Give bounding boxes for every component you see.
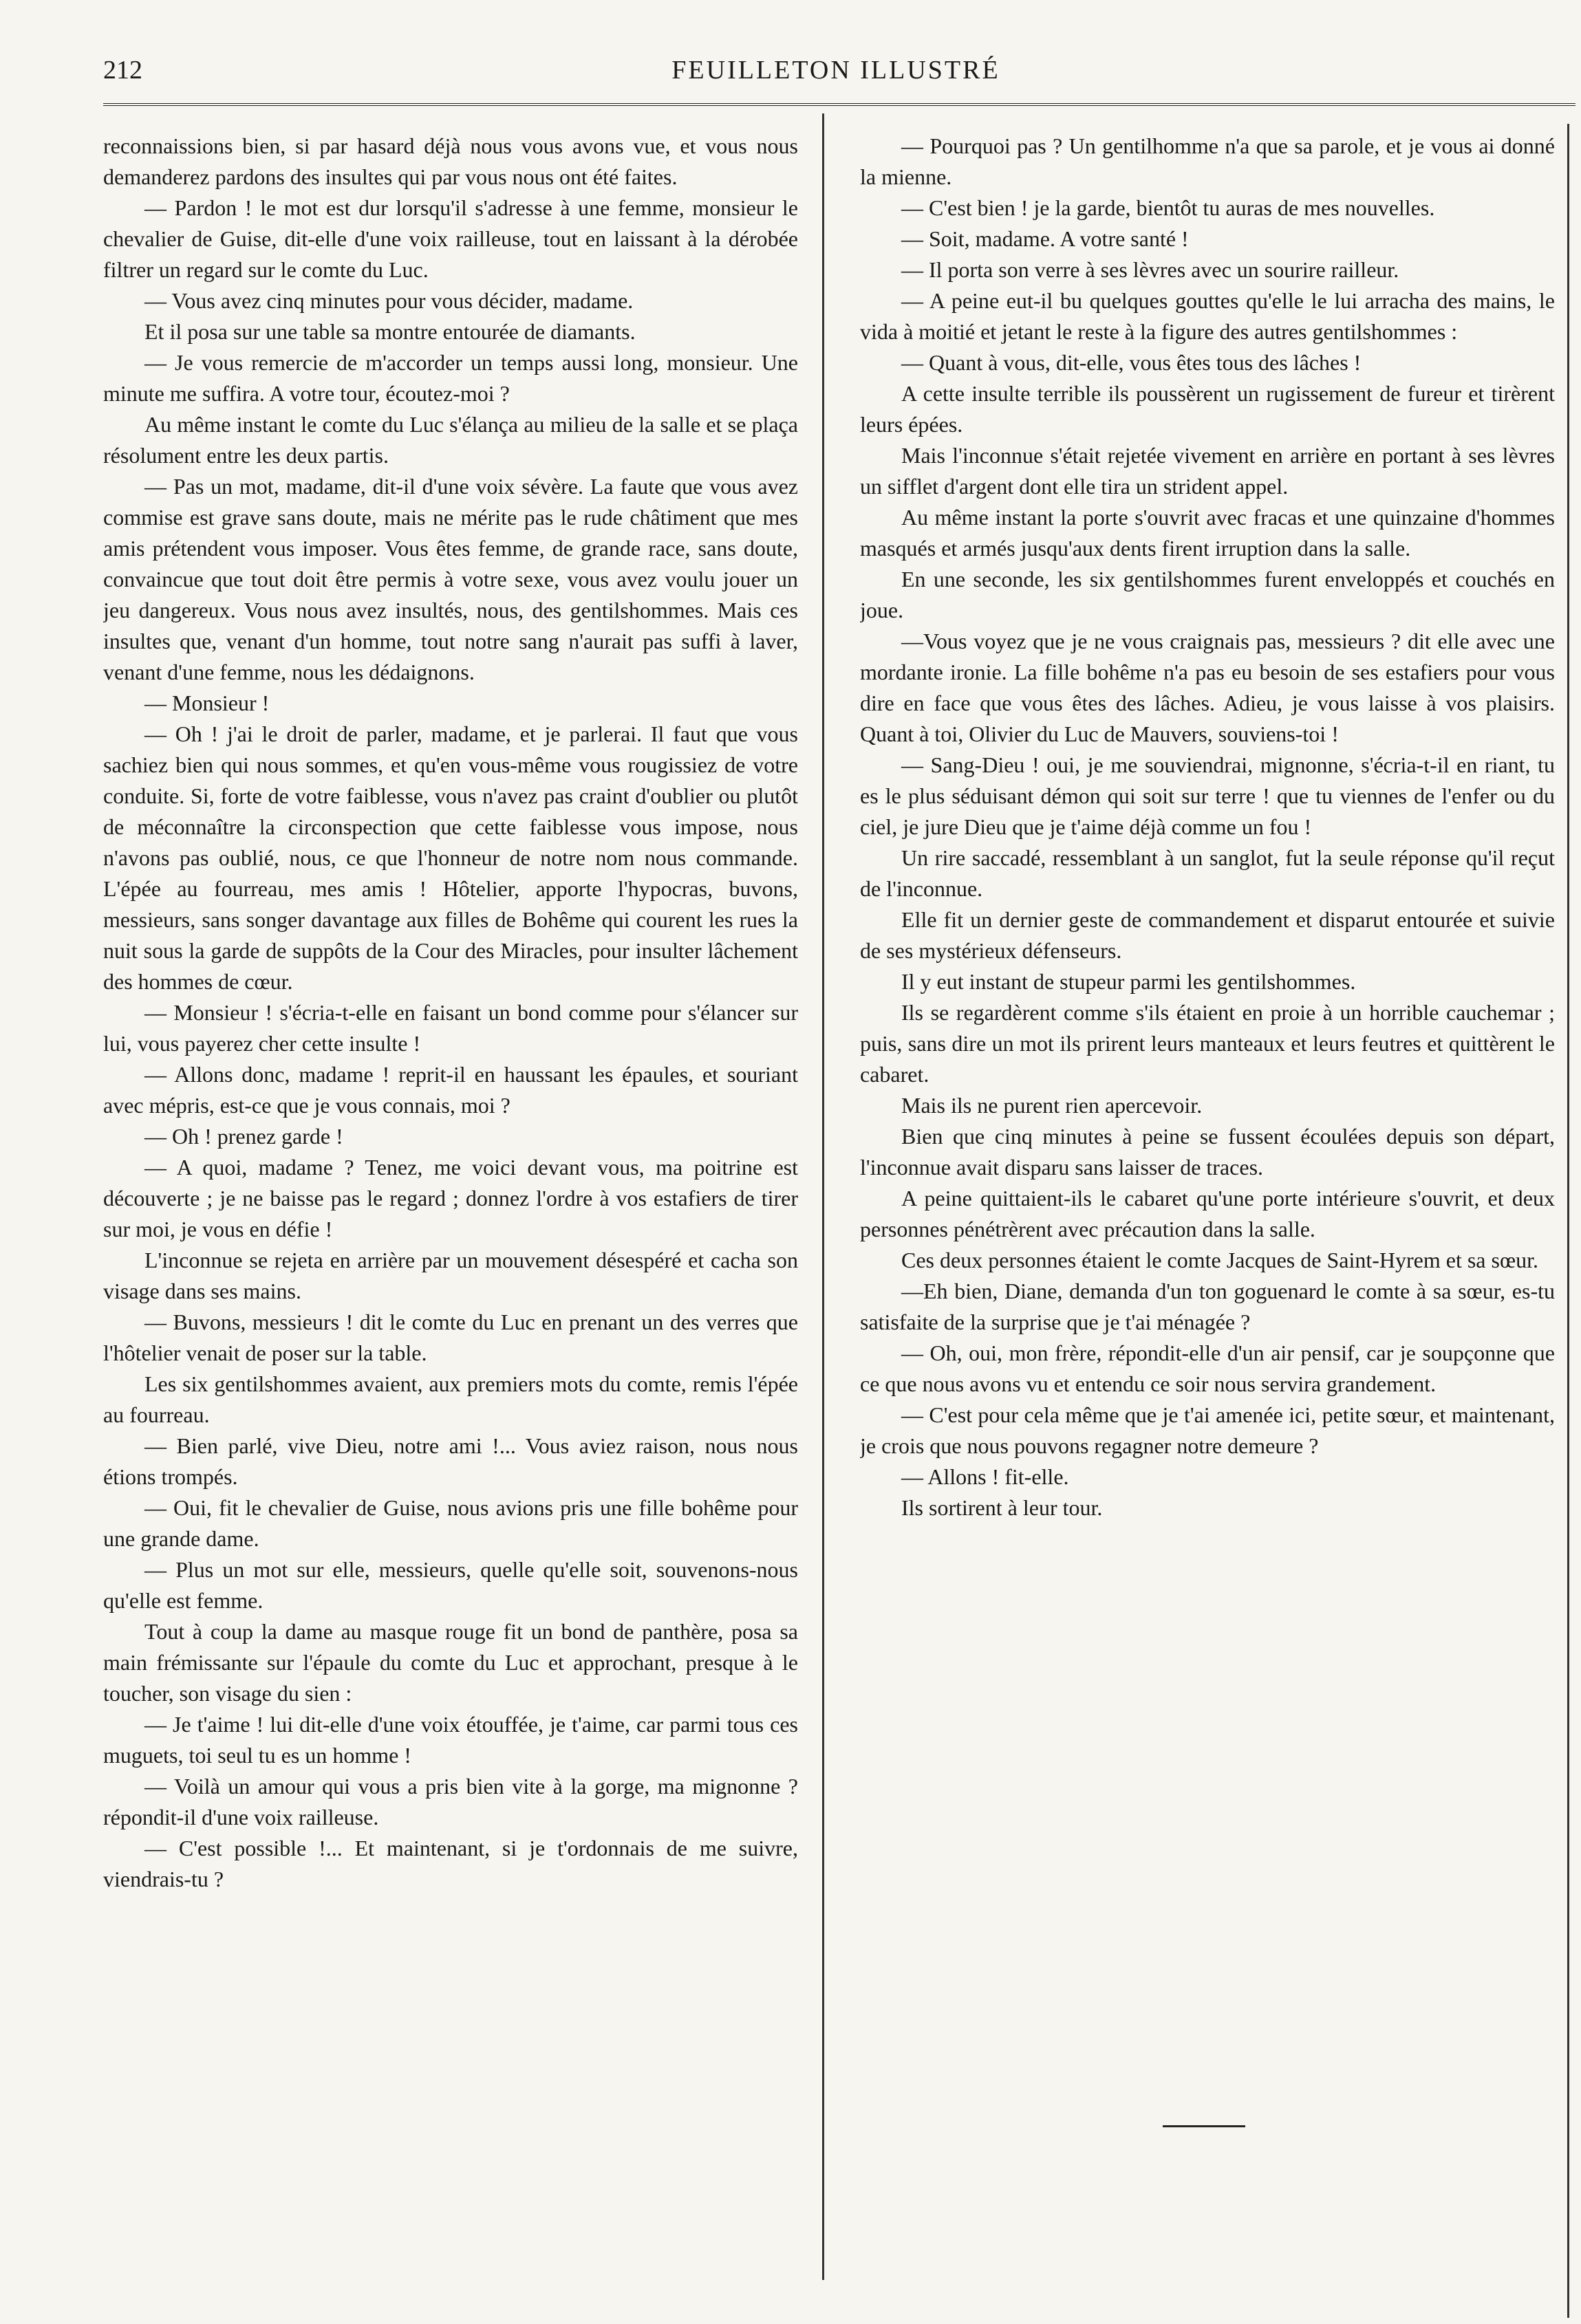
paragraph: — Soit, madame. A votre santé ! xyxy=(901,226,1189,251)
paragraph: Les six gentilshommes avaient, aux premiers mots du comte, remis l'épée au fourreau. xyxy=(103,1371,798,1427)
left-column xyxy=(103,131,798,2283)
paragraph: reconnaissions bien, si par hasard déjà nous vous avons vue, et vous nous demanderez pardons des insultes qui par vous nous ont été faites. xyxy=(103,133,798,189)
paragraph: — Oh ! j'ai le droit de parler, madame, et je parlerai. Il faut que vous sachiez bien qui nous sommes, et qu'en vous-même vous rougissiez de votre conduite. Si, forte de votre faiblesse, vous n'avez pas craint d'oublier ou plutôt de méconnaître la circonspection que cette faiblesse vous impose, nous n'avons pas oublié, nous, ce que l'honneur de notre nom nous commande. L'épée au fourreau, mes amis ! Hôtelier, apporte l'hypocras, buvons, messieurs, sans songer davantage aux filles de Bohême qui courent les rues la nuit sous la garde de suppôts de la Cour des Miracles, pour insulter lâchement des hommes de cœur. xyxy=(103,721,798,994)
paragraph: Mais ils ne purent rien apercevoir. xyxy=(901,1093,1203,1118)
paragraph: — Pas un mot, madame, dit-il d'une voix sévère. La faute que vous avez commise est grave sans doute, mais ne mérite pas le rude châtiment que mes amis prétendent vous imposer. Vous êtes femme, de grande race, sans doute, convaincue que tout doit être permis à votre sexe, vous avez voulu jouer un jeu dangereux. Vous nous avez insultés, nous, des gentilshommes. Mais ces insultes que, venant d'un homme, tout notre sang n'aurait pas suffi à laver, venant d'une femme, nous les dédaignons. xyxy=(103,474,798,684)
paragraph: — A quoi, madame ? Tenez, me voici devant vous, ma poitrine est découverte ; je ne baisse pas le regard ; donnez l'ordre à vos estafiers de tirer sur moi, je vous en défie ! xyxy=(103,1155,798,1241)
header-rule xyxy=(103,103,1575,106)
running-title: FEUILLETON ILLUSTRÉ xyxy=(671,56,1000,85)
column-divider xyxy=(822,113,824,2280)
paragraph: Elle fit un dernier geste de commandement et disparut entourée et suivie de ses mystérieux défenseurs. xyxy=(860,907,1555,963)
paragraph: — Buvons, messieurs ! dit le comte du Luc en prenant un des verres que l'hôtelier venait de poser sur la table. xyxy=(103,1310,798,1365)
paragraph: Au même instant le comte du Luc s'élança au milieu de la salle et se plaça résolument entre les deux partis. xyxy=(103,412,798,468)
paragraph: — Plus un mot sur elle, messieurs, quelle qu'elle soit, souvenons-nous qu'elle est femme. xyxy=(103,1557,798,1613)
page-number: 212 xyxy=(103,56,142,85)
paragraph: — Il porta son verre à ses lèvres avec un sourire railleur. xyxy=(901,257,1399,282)
paragraph: —Eh bien, Diane, demanda d'un ton goguenard le comte à sa sœur, es-tu satisfaite de la surprise que je t'ai ménagée ? xyxy=(860,1279,1555,1334)
paragraph: — C'est possible !... Et maintenant, si je t'ordonnais de me suivre, viendrais-tu ? xyxy=(103,1836,798,1891)
paragraph: — Je t'aime ! lui dit-elle d'une voix étouffée, je t'aime, car parmi tous ces muguets, toi seul tu es un homme ! xyxy=(103,1712,798,1768)
paragraph: — Monsieur ! s'écria-t-elle en faisant un bond comme pour s'élancer sur lui, vous payerez cher cette insulte ! xyxy=(103,1000,798,1056)
paragraph: — C'est bien ! je la garde, bientôt tu auras de mes nouvelles. xyxy=(901,195,1435,220)
paragraph: — Vous avez cinq minutes pour vous décider, madame. xyxy=(144,288,634,313)
paragraph: — Sang-Dieu ! oui, je me souviendrai, mignonne, s'écria-t-il en riant, tu es le plus séduisant démon qui soit sur terre ! que tu viennes de l'enfer ou du ciel, je jure Dieu que je t'aime déjà comme un fou ! xyxy=(860,752,1555,839)
paragraph: A peine quittaient-ils le cabaret qu'une porte intérieure s'ouvrit, et deux personnes pénétrèrent avec précaution dans la salle. xyxy=(860,1186,1555,1241)
paragraph: — Je vous remercie de m'accorder un temps aussi long, monsieur. Une minute me suffira. A votre tour, écoutez-moi ? xyxy=(103,350,798,406)
paragraph: Et il posa sur une table sa montre entourée de diamants. xyxy=(144,319,636,344)
paragraph: — Oui, fit le chevalier de Guise, nous avions pris une fille bohême pour une grande dame. xyxy=(103,1495,798,1551)
end-rule xyxy=(1163,2125,1245,2127)
right-column xyxy=(860,131,1555,2283)
paragraph: — Quant à vous, dit-elle, vous êtes tous des lâches ! xyxy=(901,350,1362,375)
paragraph: — Voilà un amour qui vous a pris bien vite à la gorge, ma mignonne ? répondit-il d'une voix railleuse. xyxy=(103,1774,798,1829)
paragraph: Au même instant la porte s'ouvrit avec fracas et une quinzaine d'hommes masqués et armés jusqu'aux dents firent irruption dans la salle. xyxy=(860,505,1555,561)
paragraph: — Pardon ! le mot est dur lorsqu'il s'adresse à une femme, monsieur le chevalier de Guise, dit-elle d'une voix railleuse, tout en laissant à la dérobée filtrer un regard sur le comte du Luc. xyxy=(103,195,798,282)
paragraph: Ils se regardèrent comme s'ils étaient en proie à un horrible cauchemar ; puis, sans dire un mot ils prirent leurs manteaux et leurs feutres et quittèrent le cabaret. xyxy=(860,1000,1555,1087)
paragraph: — A peine eut-il bu quelques gouttes qu'elle le lui arracha des mains, le vida à moitié et jetant le reste à la figure des autres gentilshommes : xyxy=(860,288,1555,344)
paragraph: — Bien parlé, vive Dieu, notre ami !... Vous aviez raison, nous nous étions trompés. xyxy=(103,1433,798,1489)
page-header xyxy=(103,55,1569,96)
paragraph: — Monsieur ! xyxy=(144,691,270,715)
page-edge-rule xyxy=(1567,124,1569,2318)
paragraph: A cette insulte terrible ils poussèrent un rugissement de fureur et tirèrent leurs épées. xyxy=(860,381,1555,437)
paragraph: Il y eut instant de stupeur parmi les gentilshommes. xyxy=(901,969,1356,994)
paragraph: — Oh, oui, mon frère, répondit-elle d'un air pensif, car je soupçonne que ce que nous avons vu et entendu ce soir nous servira grandement. xyxy=(860,1340,1555,1396)
paragraph: — Pourquoi pas ? Un gentilhomme n'a que sa parole, et je vous ai donné la mienne. xyxy=(860,133,1555,189)
paragraph: — C'est pour cela même que je t'ai amenée ici, petite sœur, et maintenant, je crois que nous pouvons regagner notre demeure ? xyxy=(860,1402,1555,1458)
paragraph: Ces deux personnes étaient le comte Jacques de Saint-Hyrem et sa sœur. xyxy=(901,1248,1538,1272)
paragraph: L'inconnue se rejeta en arrière par un mouvement désespéré et cacha son visage dans ses mains. xyxy=(103,1248,798,1303)
paragraph: — Allons donc, madame ! reprit-il en haussant les épaules, et souriant avec mépris, est-ce que je vous connais, moi ? xyxy=(103,1062,798,1118)
paragraph: Un rire saccadé, ressemblant à un sanglot, fut la seule réponse qu'il reçut de l'inconnue. xyxy=(860,845,1555,901)
paragraph: Mais l'inconnue s'était rejetée vivement en arrière en portant à ses lèvres un sifflet d'argent dont elle tira un strident appel. xyxy=(860,443,1555,499)
paragraph: —Vous voyez que je ne vous craignais pas, messieurs ? dit elle avec une mordante ironie. La fille bohême n'a pas eu besoin de ses estafiers pour vous dire en face que vous êtes des lâches. Adieu, je vous laisse à vos plaisirs. Quant à toi, Olivier du Luc de Mauvers, souviens-toi ! xyxy=(860,629,1555,746)
paragraph: — Allons ! fit-elle. xyxy=(901,1464,1069,1489)
paragraph: En une seconde, les six gentilshommes furent enveloppés et couchés en joue. xyxy=(860,567,1555,622)
paragraph: Bien que cinq minutes à peine se fussent écoulées depuis son départ, l'inconnue avait disparu sans laisser de traces. xyxy=(860,1124,1555,1180)
paragraph: — Oh ! prenez garde ! xyxy=(144,1124,343,1149)
paragraph: Ils sortirent à leur tour. xyxy=(901,1495,1103,1520)
paragraph: Tout à coup la dame au masque rouge fit un bond de panthère, posa sa main frémissante sur l'épaule du comte du Luc et approchant, presque à le toucher, son visage du sien : xyxy=(103,1619,798,1706)
